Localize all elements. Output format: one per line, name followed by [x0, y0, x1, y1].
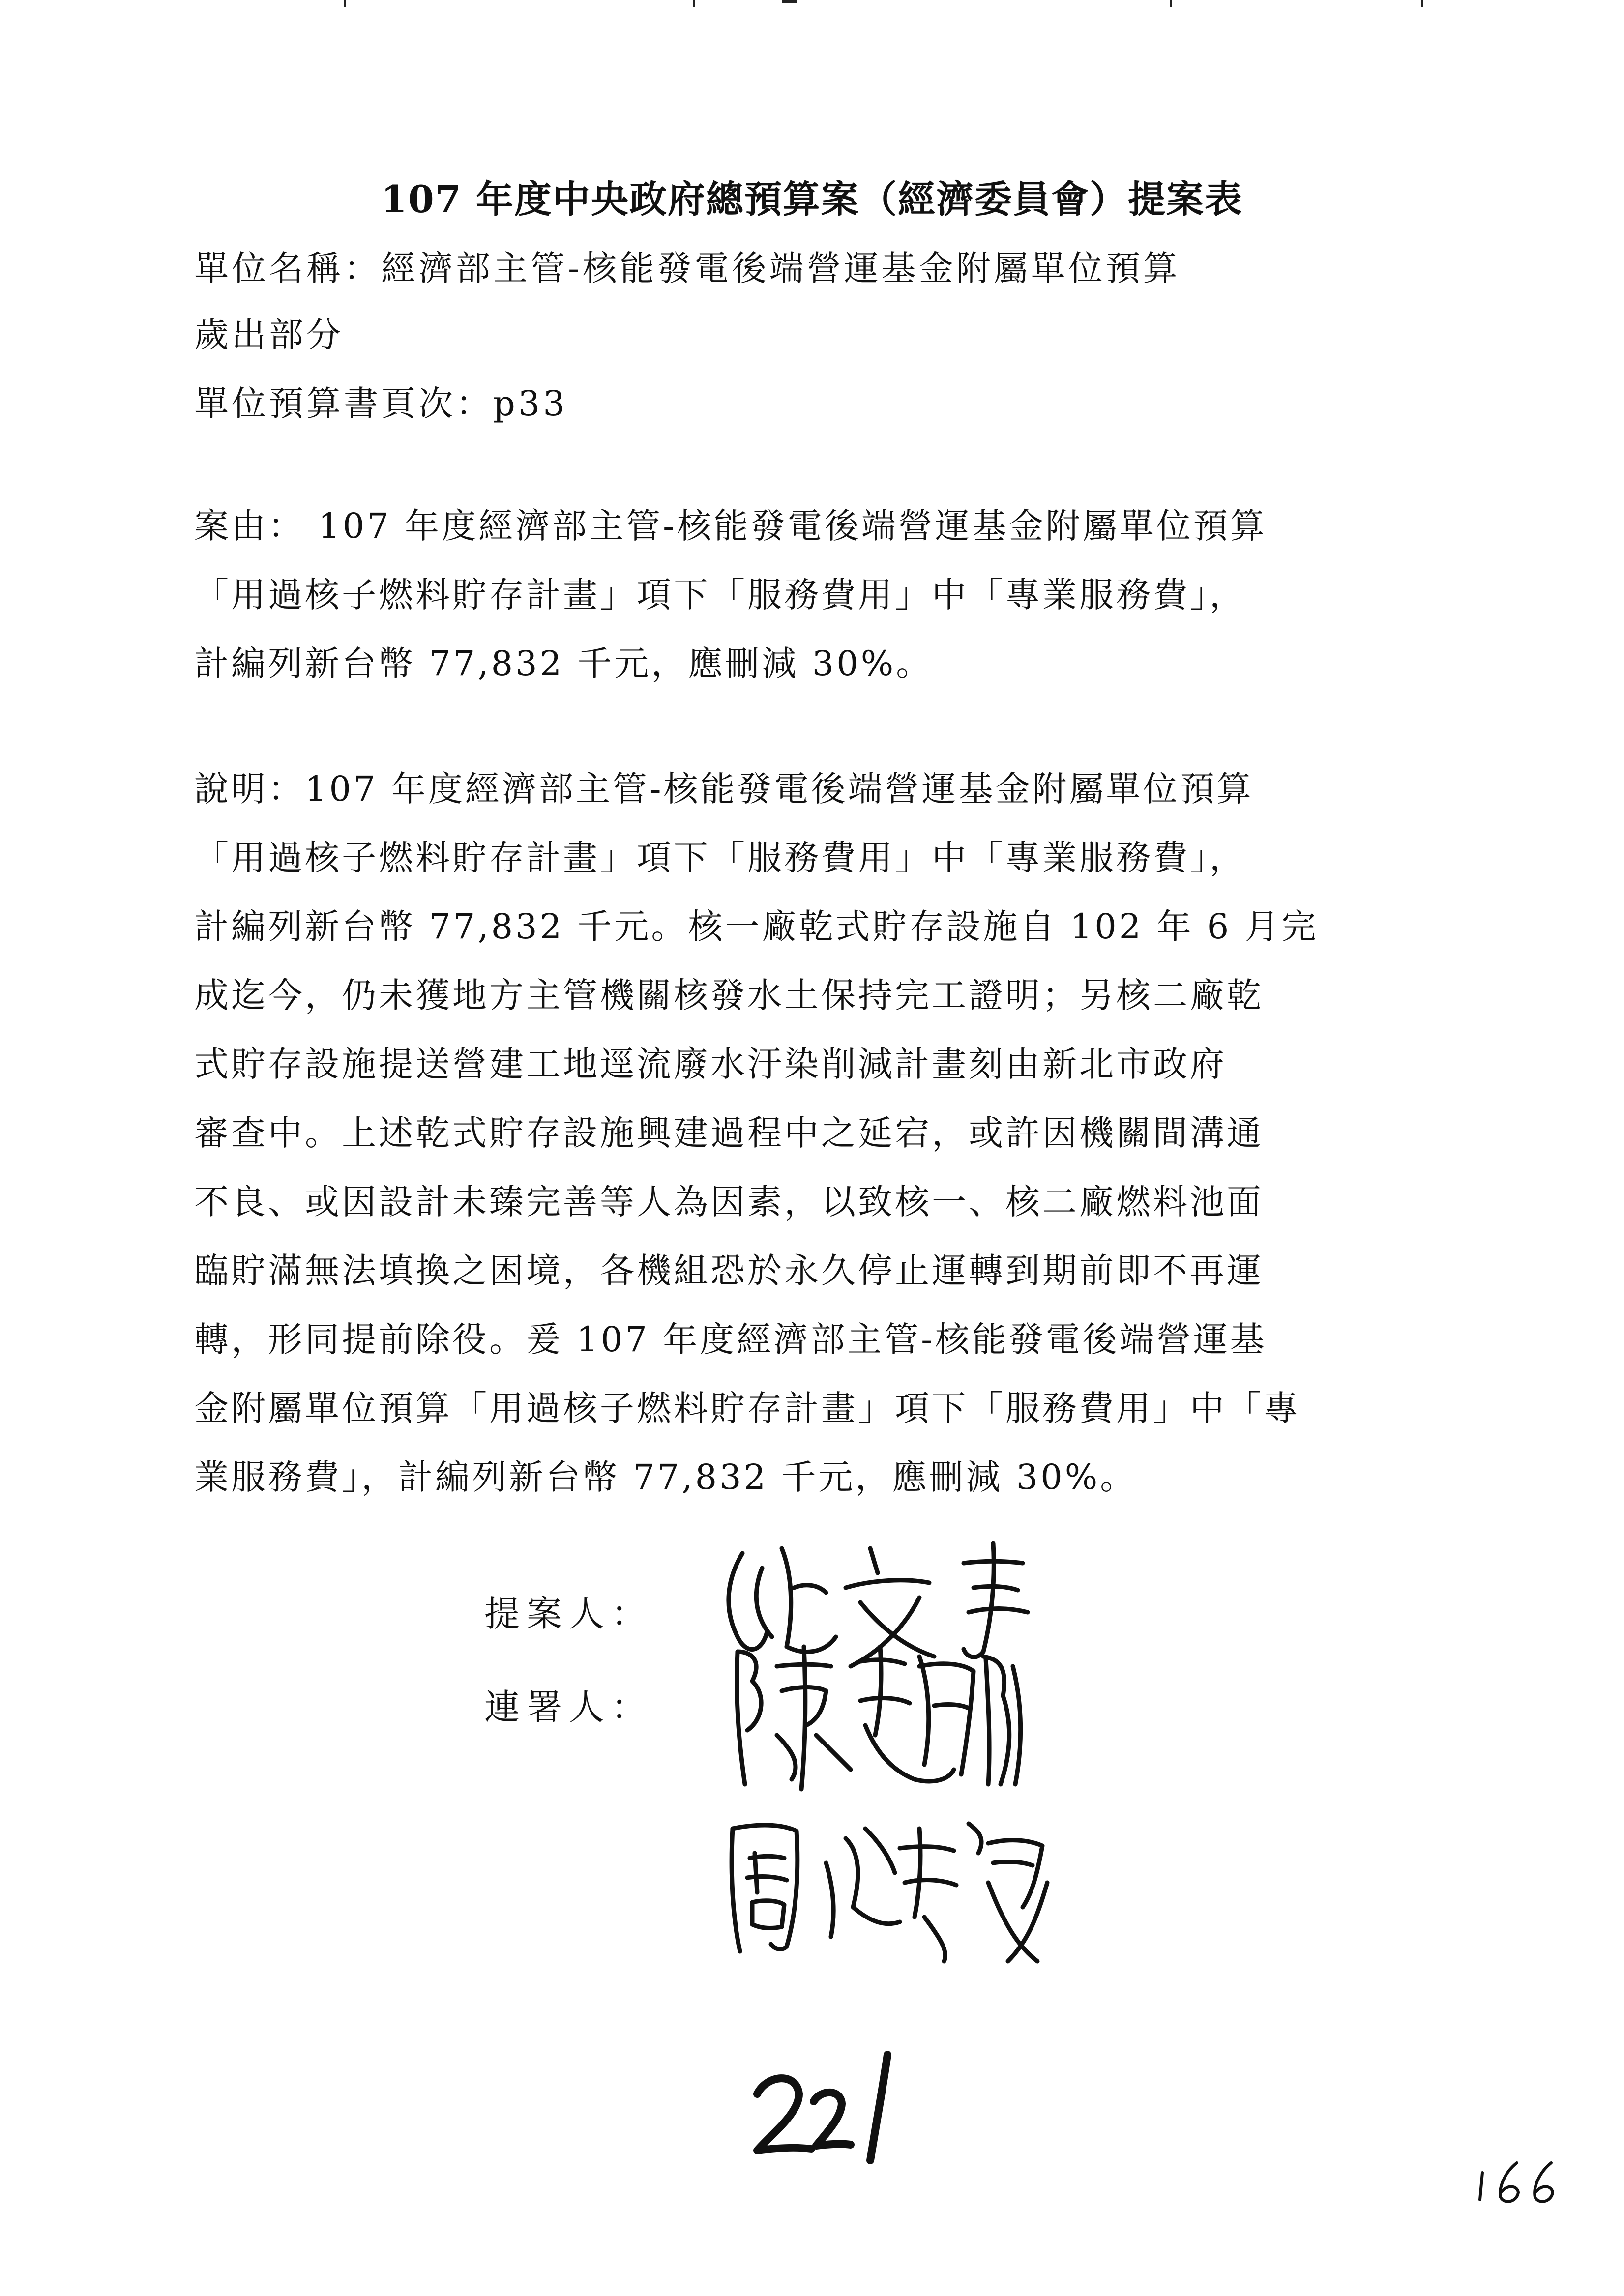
handwritten-stamp-number — [747, 2040, 910, 2170]
explanation-line: 業服務費」，計編列新台幣 77,832 千元，應刪減 30%。 — [194, 1457, 1137, 1497]
cosigner-signature-1 — [718, 1637, 1033, 1799]
explanation-line: 說明：107 年度經濟部主管-核能發電後端營運基金附屬單位預算 — [194, 769, 1254, 809]
handwritten-page-number — [1470, 2153, 1564, 2209]
scan-artifact — [693, 0, 695, 7]
scan-top-edge — [0, 0, 1624, 6]
explanation-line: 「用過核子燃料貯存計畫」項下「服務費用」中「專業服務費」， — [194, 838, 1246, 878]
reason-line: 案由： 107 年度經濟部主管-核能發電後端營運基金附屬單位預算 — [194, 506, 1267, 546]
explanation-line: 金附屬單位預算「用過核子燃料貯存計畫」項下「服務費用」中「專 — [194, 1388, 1300, 1428]
explanation-line: 轉，形同提前除役。爰 107 年度經濟部主管-核能發電後端營運基 — [194, 1319, 1267, 1360]
explanation-line: 不良、或因設計未臻完善等人為因素，以致核一、核二廠燃料池面 — [194, 1182, 1264, 1222]
explanation-line: 成迄今，仍未獲地方主管機關核發水土保持完工證明；另核二廠乾 — [194, 975, 1264, 1016]
stamp-number-drawing — [747, 2040, 910, 2168]
document-title: 107 年度中央政府總預算案（經濟委員會）提案表 — [381, 177, 1243, 221]
budget-page-reference: 單位預算書頁次：p33 — [194, 383, 568, 424]
reason-line: 「用過核子燃料貯存計畫」項下「服務費用」中「專業服務費」， — [194, 575, 1246, 615]
reason-line: 計編列新台幣 77,832 千元，應刪減 30%。 — [194, 643, 933, 684]
scan-artifact — [1170, 0, 1172, 7]
proposal-explanation — [194, 755, 1453, 1511]
unit-name: 單位名稱：經濟部主管-核能發電後端營運基金附屬單位預算 — [194, 248, 1181, 289]
scan-artifact — [1421, 0, 1423, 7]
scan-artifact — [344, 0, 346, 7]
explanation-line: 式貯存設施提送營建工地逕流廢水汙染削減計畫刻由新北市政府 — [194, 1044, 1227, 1084]
cosigner-signature-2 — [713, 1809, 1067, 1971]
explanation-line: 臨貯滿無法填換之困境，各機組恐於永久停止運轉到期前即不再運 — [194, 1250, 1264, 1291]
proposer-label: 提案人： — [484, 1593, 654, 1634]
explanation-line: 計編列新台幣 77,832 千元。核一廠乾式貯存設施自 102 年 6 月完 — [194, 906, 1319, 947]
explanation-line: 審查中。上述乾式貯存設施興建過程中之延宕，或許因機關間溝通 — [194, 1113, 1264, 1153]
page-number-drawing — [1470, 2153, 1564, 2207]
proposal-reason — [194, 492, 1453, 698]
budget-section: 歲出部分 — [194, 315, 344, 355]
cosigner-label: 連署人： — [484, 1686, 654, 1728]
scan-artifact — [782, 0, 797, 3]
